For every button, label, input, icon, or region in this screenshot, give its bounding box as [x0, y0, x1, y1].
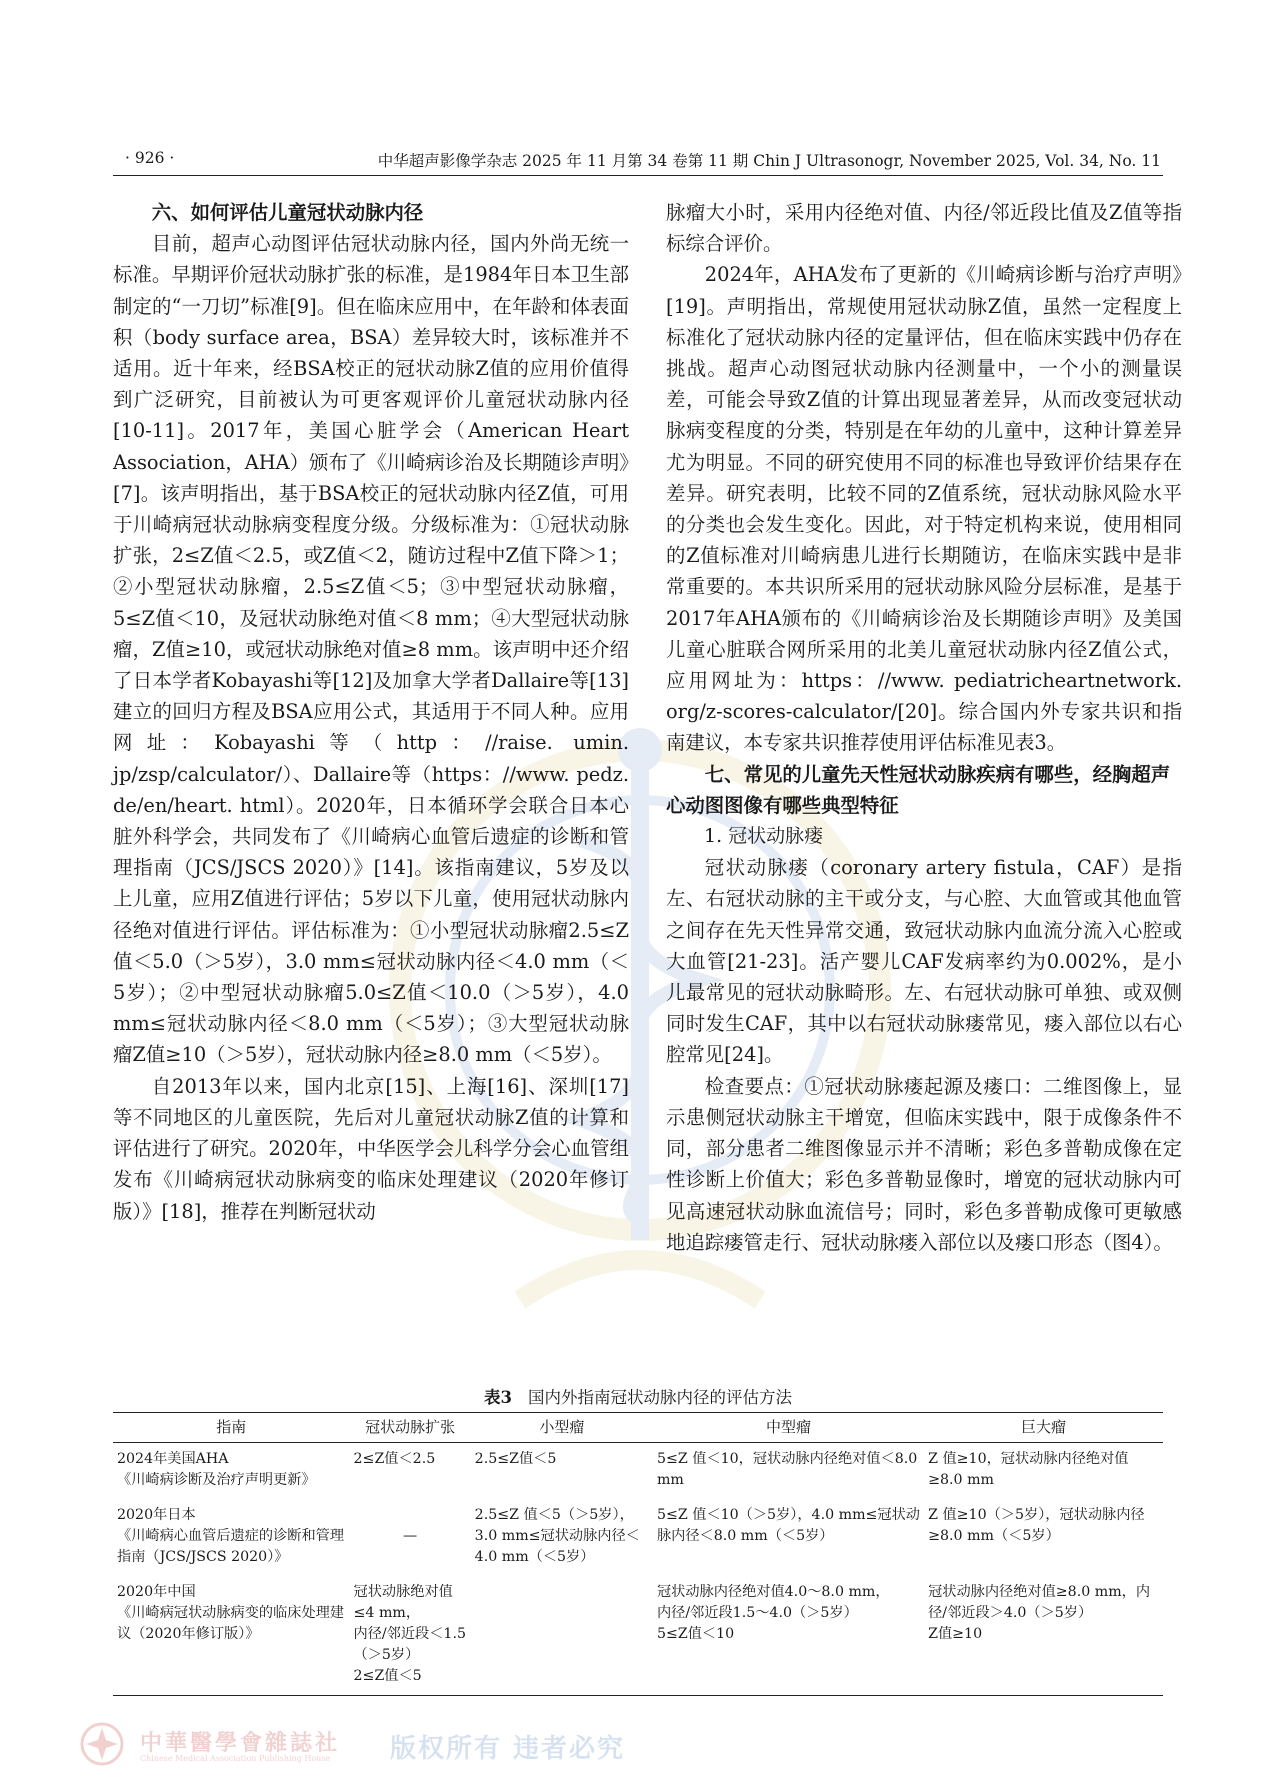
table-cell-dilation: — — [403, 1528, 418, 1544]
table-cell-giant: Z 值≥10，冠状动脉内径绝对值≥8.0 mm — [928, 1451, 1129, 1488]
table-cell-guide: 2024年美国AHA 《川崎病诊断及治疗声明更新》 — [117, 1451, 316, 1488]
publisher-logo-icon — [80, 1722, 124, 1766]
table-cell-medium: 5≤Z 值＜10，冠状动脉内径绝对值＜8.0 mm — [656, 1451, 918, 1488]
table-row — [113, 1576, 1163, 1696]
column-header: 巨大瘤 — [924, 1413, 1163, 1443]
table-row — [113, 1499, 1163, 1576]
section-heading-7: 七、常见的儿童先天性冠状动脉疾病有哪些，经胸超声心动图图像有哪些典型特征 — [666, 762, 1171, 817]
column-header: 冠状动脉扩张 — [350, 1413, 471, 1443]
table-row — [113, 1443, 1163, 1500]
publisher-name-en: Chinese Medical Association Publishing House — [140, 1754, 331, 1763]
table-cell-small: 2.5≤Z 值＜5（＞5岁），3.0 mm≤冠状动脉内径＜4.0 mm（＜5岁） — [474, 1507, 640, 1565]
publisher-footer — [80, 1722, 680, 1772]
column-header: 中型瘤 — [653, 1413, 924, 1443]
paragraph: 冠状动脉瘘（coronary artery fistula，CAF）是指左、右冠状动脉的主干或分支，与心腔、大血管或其他血管之间存在先天性异常交通，致冠状动脉内血流分流入心腔或大血管[21-23]。活产婴儿CAF发病率约为0.002%，是小儿最常见的冠状动脉畸形。左、右冠状动脉可单独、或双侧同时发生CAF，其中以右冠状动脉瘘常见，瘘入部位以右心腔常见[24]。 — [666, 856, 1182, 1067]
paragraph: 2024年，AHA发布了更新的《川崎病诊断与治疗声明》[19]。声明指出，常规使用冠状动脉Z值，虽然一定程度上标准化了冠状动脉内径的定量评估，但在临床实践中仍存在挑战。超声心动图冠状动脉内径测量中，一个小的测量误差，可能会导致Z值的计算出现显著差异，从而改变冠状动脉病变程度的分类，特别是在年幼的儿童中，这种计算差异尤为明显。不同的研究使用不同的标准也导致评价结果存在差异。研究表明，比较不同的Z值系统，冠状动脉风险水平的分类也会发生变化。因此，对于特定机构来说，使用相同的Z值标准对川崎病患儿进行长期随访，在临床实践中是非常重要的。本共识所采用的冠状动脉风险分层标准，是基于2017年AHA颁布的《川崎病诊治及长期随诊声明》及美国儿童心脏联合网所采用的北美儿童冠状动脉内径Z值公式，应用网址为：https：//www. pediatricheartnetwork. org/z-scores-calculator/[20]。综合国内外专家共识和指南建议，本专家共识推荐使用评估标准见表3。 — [666, 263, 1182, 755]
paragraph: 检查要点：①冠状动脉瘘起源及瘘口：二维图像上，显示患侧冠状动脉主干增宽，但临床实践中，限于成像条件不同，部分患者二维图像显示并不清晰；彩色多普勒成像在定性诊断上价值大；彩色多普勒显像时，增宽的冠状动脉内可见高速冠状动脉血流信号；同时，彩色多普勒成像可更敏感地追踪瘘管走行、冠状动脉瘘入部位以及瘘口形态（图4）。 — [666, 1074, 1182, 1254]
column-header: 指南 — [113, 1413, 350, 1443]
section-heading-6: 六、如何评估儿童冠状动脉内径 — [151, 201, 424, 224]
table-cell-medium: 5≤Z 值＜10（＞5岁），4.0 mm≤冠状动脉内径＜8.0 mm（＜5岁） — [656, 1507, 920, 1544]
copyright-mark: 版权所有 违者必究 — [390, 1734, 626, 1764]
table-label: 表3 — [484, 1388, 512, 1407]
right-column — [666, 197, 1182, 1258]
table-cell-guide: 2020年日本 《川崎病心血管后遗症的诊断和管理指南（JCS/JSCS 2020）》 — [117, 1507, 345, 1565]
left-column — [113, 197, 629, 1227]
running-header — [113, 145, 1163, 176]
table-cell-small: 2.5≤Z值＜5 — [474, 1451, 557, 1467]
table-title: 国内外指南冠状动脉内径的评估方法 — [527, 1388, 792, 1407]
column-header: 小型瘤 — [471, 1413, 653, 1443]
journal-citation: 中华超声影像学杂志 2025 年 11 月第 34 卷第 11 期 Chin J Ultrasonogr, November 2025, Vol. 34, No. 11 — [377, 152, 1161, 170]
guideline-table — [113, 1412, 1163, 1696]
table-caption — [113, 1384, 1163, 1408]
table-header-row — [113, 1413, 1163, 1443]
table-cell-dilation: 2≤Z值＜2.5 — [353, 1451, 436, 1467]
table-cell-giant: Z 值≥10（＞5岁），冠状动脉内径≥8.0 mm（＜5岁） — [928, 1507, 1145, 1544]
publisher-name: 中華醫學會雜誌社 — [140, 1730, 341, 1756]
paragraph: 自2013年以来，国内北京[15]、上海[16]、深圳[17]等不同地区的儿童医院，先后对儿童冠状动脉Z值的计算和评估进行了研究。2020年，中华医学会儿科学分会心血管组发布《川崎病冠状动脉病变的临床处理建议（2020年修订版）》[18]，推荐在判断冠状动 — [113, 1074, 629, 1223]
table-cell-small — [471, 1576, 653, 1696]
table-cell-guide: 2020年中国 《川崎病冠状动脉病变的临床处理建议（2020年修订版）》 — [113, 1576, 350, 1696]
table-cell-dilation: 冠状动脉绝对值≤4 mm， 内径/邻近段＜1.5（＞5岁） 2≤Z值＜5 — [350, 1576, 471, 1696]
table-cell-medium: 冠状动脉内径绝对值4.0～8.0 mm， 内径/邻近段1.5～4.0（＞5岁） 5≤Z值＜10 — [653, 1576, 924, 1696]
paragraph-continued: 脉瘤大小时，采用内径绝对值、内径/邻近段比值及Z值等指标综合评价。 — [666, 201, 1182, 256]
subsection-heading: 1. 冠状动脉瘘 — [704, 825, 824, 848]
table-cell-giant: 冠状动脉内径绝对值≥8.0 mm，内径/邻近段＞4.0（＞5岁） Z值≥10 — [924, 1576, 1163, 1696]
paragraph: 目前，超声心动图评估冠状动脉内径，国内外尚无统一标准。早期评价冠状动脉扩张的标准，是1984年日本卫生部制定的“一刀切”标准[9]。但在临床应用中，在年龄和体表面积（body surface area，BSA）差异较大时，该标准并不适用。近十年来，经BSA校正的冠状动脉Z值的应用价值得到广泛研究，目前被认为可更客观评价儿童冠状动脉内径[10-11]。2017年，美国心脏学会（American Heart Association，AHA）颁布了《川崎病诊治及长期随诊声明》[7]。该声明指出，基于BSA校正的冠状动脉内径Z值，可用于川崎病冠状动脉病变程度分级。分级标准为：①冠状动脉扩张，2≤Z值＜2.5，或Z值＜2，随访过程中Z值下降＞1；②小型冠状动脉瘤，2.5≤Z值＜5；③中型冠状动脉瘤，5≤Z值＜10，及冠状动脉绝对值＜8 mm；④大型冠状动脉瘤，Z值≥10，或冠状动脉绝对值≥8 mm。该声明中还介绍了日本学者Kobayashi等[12]及加拿大学者Dallaire等[13]建立的回归方程及BSA应用公式，其适用于不同人种。应用网址：Kobayashi等（http：//raise. umin. jp/zsp/calculator/）、Dallaire等（https：//www. pedz. de/en/heart. html）。2020年，日本循环学会联合日本心脏外科学会，共同发布了《川崎病心血管后遗症的诊断和管理指南（JCS/JSCS 2020）》[14]。该指南建议，5岁及以上儿童，应用Z值进行评估；5岁以下儿童，使用冠状动脉内径绝对值进行评估。评估标准为：①小型冠状动脉瘤2.5≤Z值＜5.0（＞5岁），3.0 mm≤冠状动脉内径＜4.0 mm（＜5岁）；②中型冠状动脉瘤5.0≤Z值＜10.0（＞5岁），4.0 mm≤冠状动脉内径＜8.0 mm（＜5岁）；③大型冠状动脉瘤Z值≥10（＞5岁），冠状动脉内径≥8.0 mm（＜5岁）。 — [113, 232, 629, 1067]
page-number: · 926 · — [125, 149, 175, 167]
